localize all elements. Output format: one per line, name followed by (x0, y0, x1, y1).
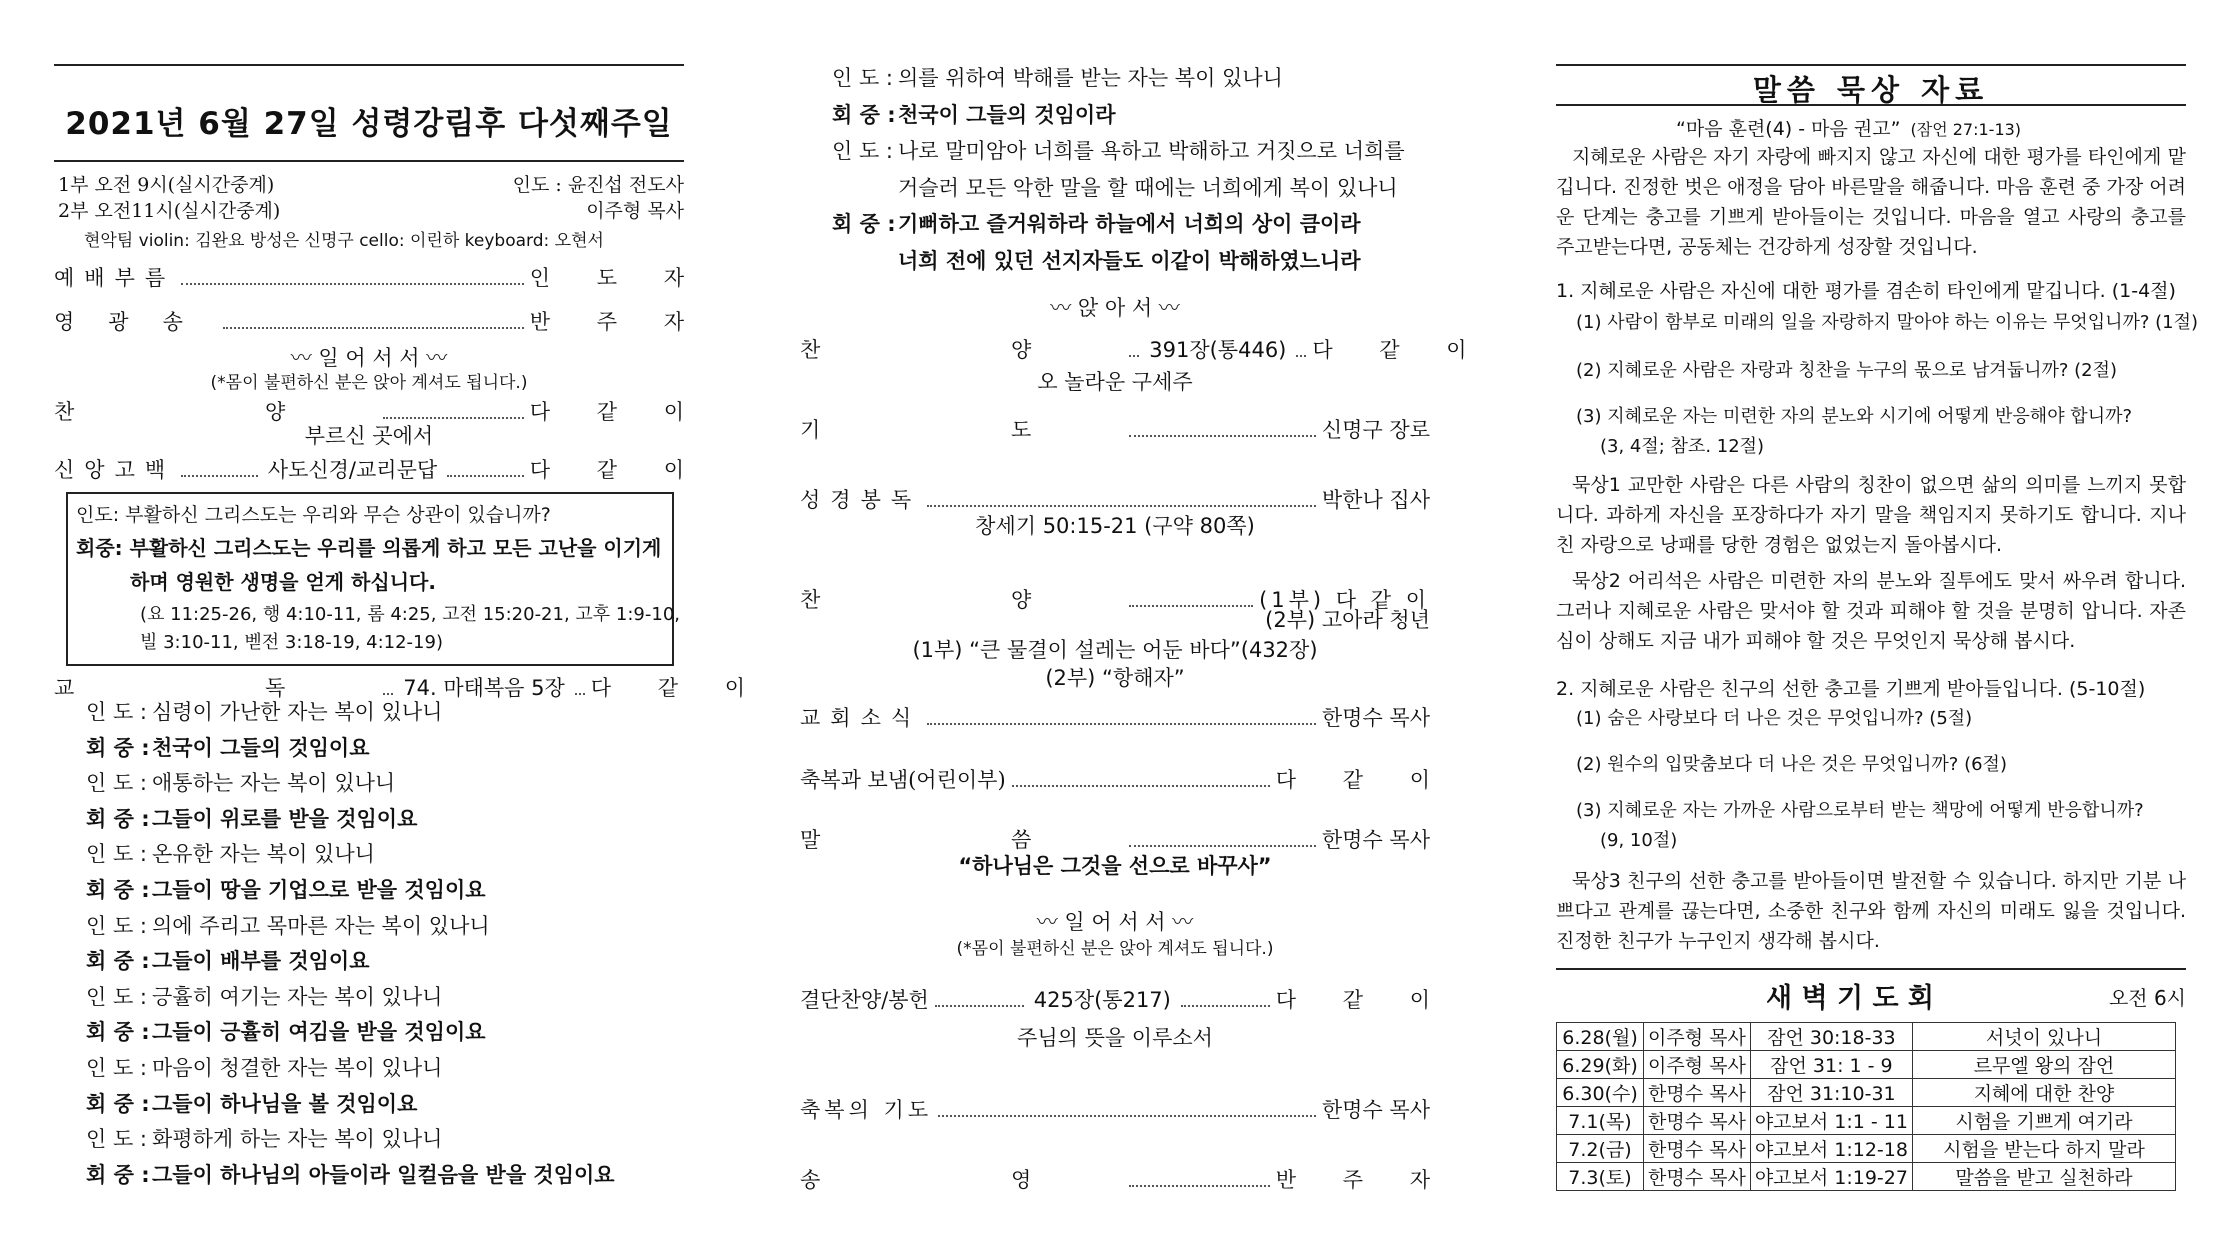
anthem-title-2: (2부) “항해자” (1045, 666, 1185, 690)
creed-ref-2: 빌 3:10-11, 벧전 3:18-19, 4:12-19) (140, 632, 443, 653)
leader-dots (1129, 605, 1253, 607)
order-children-blessing (800, 760, 1450, 794)
schedule-date: 7.1(목) (1557, 1107, 1644, 1135)
speaker-label: 인 도 : (86, 1056, 147, 1080)
responsive-line (86, 1052, 442, 1082)
responsive-line (86, 945, 369, 975)
dawn-prayer-title: 새 벽 기 도 회 (1766, 983, 1935, 1014)
order-benediction (800, 1090, 1430, 1124)
order-hymn-2 (800, 330, 1487, 364)
meditation-title: 말씀 묵상 자료 (1752, 73, 1990, 107)
leader-dots (1129, 845, 1316, 847)
order-label: 영광송 (54, 310, 217, 334)
response-text: 천국이 그들의 것임이라 (898, 102, 1116, 127)
responsive-line (86, 803, 417, 833)
meditation-top-rule (1556, 64, 2186, 66)
leader-dots (1012, 785, 1270, 787)
order-label: 교 독 (54, 676, 378, 700)
schedule-row (1557, 1023, 2176, 1051)
order-right: 다 같 이 (1275, 988, 1451, 1012)
scripture-ref: 창세기 50:15-21 (구약 80쪽) (975, 514, 1255, 538)
order-offering (800, 980, 1451, 1014)
response-text: 의를 위하여 박해를 받는 자는 복이 있나니 (898, 66, 1283, 90)
order-label: 축복과 보냄(어린이부) (800, 768, 1006, 792)
order-label: 말 씀 (800, 828, 1124, 852)
response-text: 그들이 하나님의 아들이라 일컬음을 받을 것임이요 (152, 1162, 615, 1187)
schedule-row (1557, 1135, 2176, 1163)
schedule-preacher: 한명수 목사 (1644, 1163, 1751, 1191)
order-right: 신명구 장로 (1321, 418, 1430, 442)
question-2-2: (2) 원수의 입맞춤보다 더 나은 것은 무엇입니까? (6절) (1576, 754, 2007, 775)
creed-ref-1: (요 11:25-26, 행 4:10-11, 롬 4:25, 고전 15:20-21, 고후 1:9-10, (140, 604, 680, 625)
order-right: 반 주 자 (529, 310, 704, 334)
leader-dots (1129, 355, 1139, 357)
schedule-row (1557, 1107, 2176, 1135)
musicians: 현악팀 violin: 김완요 방성은 신명구 cello: 이린하 keyboard: 오현서 (84, 231, 604, 251)
responsive-line (86, 696, 442, 726)
response-text: 거슬러 모든 악한 말을 할 때에는 너희에게 복이 있나니 (898, 175, 1398, 200)
responsive-line (86, 767, 395, 797)
stand-sub-2: (*몸이 불편하신 분은 앉아 계셔도 됩니다.) (956, 939, 1274, 959)
schedule-passage: 야고보서 1:1 - 11 (1750, 1107, 1912, 1135)
schedule-date: 7.3(토) (1557, 1163, 1644, 1191)
order-label: 신앙고백 (54, 458, 176, 482)
order-scripture (800, 480, 1430, 514)
order-right: 인 도 자 (529, 266, 704, 290)
top-rule (54, 64, 684, 66)
order-announcements (800, 698, 1430, 732)
speaker-label: 인 도 : (86, 771, 147, 796)
order-right: 다 같 이 (529, 400, 704, 424)
speaker-label: 인 도 : (86, 984, 147, 1009)
schedule-date: 6.29(화) (1557, 1051, 1644, 1079)
responsive-line (832, 245, 1361, 275)
question-1-2: (2) 지혜로운 사람은 자랑과 칭찬을 누구의 몫으로 남겨둡니까? (2절) (1576, 360, 2118, 381)
speaker-label: 회 중 : (832, 102, 896, 127)
leader-dots (938, 1115, 1316, 1117)
meditation-title-rule (1556, 104, 2186, 106)
page-title: 2021년 6월 27일 성령강림후 다섯째주일 (65, 106, 673, 142)
responsive-line (832, 62, 1283, 92)
service-1: 1부 오전 9시(실시간중계) (58, 174, 275, 196)
responsive-line (86, 981, 442, 1011)
response-text: 의에 주리고 목마른 자는 복이 있나니 (152, 913, 490, 938)
leader-dots (223, 327, 524, 329)
order-postlude (800, 1160, 1450, 1194)
order-label: 찬 양 (800, 588, 1124, 612)
stand-sub: (*몸이 불편하신 분은 앉아 계셔도 됩니다.) (210, 373, 528, 393)
order-label: 결단찬양/봉헌 (800, 988, 929, 1012)
leader-dots (447, 475, 524, 477)
order-mid: 425장(통217) (1033, 988, 1171, 1012)
order-mid: 391장(통446) (1149, 338, 1287, 362)
meditation-note-3: 묵상3 친구의 선한 충고를 받아들이면 발전할 수 있습니다. 하지만 기분 나쁘다고 관계를 끊는다면, 소중한 친구와 함께 자신의 미래도 잃을 것입니다. 진정한 친구가 누구인지 생각해 봅시다. (1556, 870, 2186, 952)
leader-dots (1181, 1005, 1270, 1007)
service-1-leader: 인도 : 윤진섭 전도사 (512, 174, 684, 196)
response-text: 그들이 배부를 것임이요 (152, 949, 370, 974)
meditation-note-2: 묵상2 어리석은 사람은 미련한 자의 분노와 질투에도 맞서 싸우려 합니다. 그러나 지혜로운 사람은 맞서야 할 것과 피해야 할 것을 분명히 압니다. 자존심이 상해도 지금 내가 피해야 할 것은 무엇인지 묵상해 봅시다. (1556, 570, 2186, 652)
response-text: 기뻐하고 즐거워하라 하늘에서 너희의 상이 큼이라 (898, 212, 1361, 236)
creed-answer-1: 회중: 부활하신 그리스도는 우리를 의롭게 하고 모든 고난을 이기게 (76, 536, 662, 560)
responsive-line (86, 910, 490, 940)
speaker-label: 회 중 : (86, 949, 150, 974)
responsive-line (86, 1088, 417, 1118)
leader-dots (181, 475, 258, 477)
responsive-line (832, 99, 1115, 129)
responsive-line (832, 208, 1361, 238)
order-right: 한명수 목사 (1321, 1098, 1430, 1122)
question-2-3: (3) 지혜로운 자는 가까운 사람으로부터 받는 책망에 어떻게 반응합니까? (1576, 800, 2144, 821)
schedule-theme: 말씀을 받고 실천하라 (1912, 1163, 2175, 1191)
hymn-title: 부르신 곳에서 (304, 424, 434, 448)
responsive-line (86, 732, 369, 762)
schedule-preacher: 한명수 목사 (1644, 1079, 1751, 1107)
schedule-passage: 야고보서 1:19-27 (1750, 1163, 1912, 1191)
meditation-subtitle (1676, 114, 2021, 141)
creed-question: 인도: 부활하신 그리스도는 우리와 무슨 상관이 있습니까? (76, 504, 551, 526)
anthem-leader-2: (2부) 고아라 청년 (1265, 608, 1430, 632)
schedule-date: 6.28(월) (1557, 1023, 1644, 1051)
order-label: 찬 양 (800, 338, 1124, 362)
order-right: (1부) 다 같 이 (1259, 588, 1430, 612)
order-right: 다 같 이 (529, 458, 704, 482)
speaker-label: 회 중 : (86, 1091, 150, 1116)
speaker-label: 인 도 : (86, 700, 147, 724)
leader-dots (383, 693, 393, 695)
creed-answer-2: 하며 영원한 생명을 얻게 하십니다. (130, 570, 436, 594)
question-1-1: (1) 사람이 함부로 미래의 일을 자랑하지 말아야 하는 이유는 무엇입니까? (1절) (1576, 312, 2199, 333)
hymn-2-title: 오 놀라운 구세주 (1037, 370, 1193, 394)
response-text: 천국이 그들의 것임이요 (152, 735, 370, 760)
schedule-preacher: 한명수 목사 (1644, 1107, 1751, 1135)
leader-dots (1296, 355, 1306, 357)
order-call-to-worship (54, 258, 704, 292)
leader-dots (935, 1005, 1024, 1007)
schedule-date: 7.2(금) (1557, 1135, 1644, 1163)
anthem-title-1: (1부) “큰 물결이 설레는 어둔 바다”(432장) (912, 638, 1318, 662)
order-label: 예배부름 (54, 266, 176, 290)
schedule-passage: 잠언 31: 1 - 9 (1750, 1051, 1912, 1079)
response-text: 그들이 하나님을 볼 것임이요 (152, 1091, 418, 1116)
order-mid: 사도신경/교리문답 (267, 458, 438, 482)
schedule-theme: 르무엘 왕의 잠언 (1912, 1051, 2175, 1079)
leader-dots (575, 693, 585, 695)
response-text: 긍휼히 여기는 자는 복이 있나니 (152, 984, 443, 1009)
schedule-theme: 지혜에 대한 찬양 (1912, 1079, 2175, 1107)
responsive-line (86, 838, 375, 868)
response-text: 화평하게 하는 자는 복이 있나니 (152, 1127, 443, 1152)
order-right: 반 주 자 (1275, 1168, 1450, 1192)
leader-dots (1129, 435, 1316, 437)
schedule-theme: 서넛이 있나니 (1912, 1023, 2175, 1051)
speaker-label: 회 중 : (86, 806, 150, 831)
dawn-prayer-schedule (1556, 1022, 2176, 1191)
response-text: 나로 말미암아 너희를 욕하고 박해하고 거짓으로 너희를 (898, 139, 1405, 163)
response-text: 애통하는 자는 복이 있나니 (152, 771, 396, 796)
response-text: 마음이 청결한 자는 복이 있나니 (152, 1056, 443, 1080)
speaker-label: 회 중 : (86, 878, 150, 902)
order-right: 다 같 이 (1275, 768, 1450, 792)
title-rule (54, 160, 684, 162)
dawn-prayer-time: 오전 6시 (2108, 986, 2186, 1010)
response-text: 너희 전에 있던 선지자들도 이같이 박해하였느니라 (898, 248, 1361, 273)
sermon-title: “하나님은 그것을 선으로 바꾸사” (958, 854, 1272, 878)
order-right: 다 같 이 (590, 676, 766, 700)
order-label: 기 도 (800, 418, 1124, 442)
responsive-line (86, 1159, 615, 1189)
speaker-label: 인 도 : (832, 139, 893, 163)
response-text: 그들이 위로를 받을 것임이요 (152, 806, 418, 831)
responsive-line (86, 1123, 442, 1153)
response-text: 그들이 긍휼히 여김을 받을 것임이요 (152, 1020, 486, 1045)
speaker-label: 회 중 : (86, 1162, 150, 1187)
schedule-preacher: 이주형 목사 (1644, 1051, 1751, 1079)
leader-dots (181, 283, 524, 285)
order-right: 한명수 목사 (1321, 706, 1430, 730)
order-right: 다 같 이 (1312, 338, 1487, 362)
meditation-subtitle-text: “마음 훈련(4) - 마음 권고” (1676, 118, 1901, 140)
speaker-label: 인 도 : (86, 842, 147, 867)
leader-dots (927, 505, 1316, 507)
stand-note: 〰 일 어 서 서 〰 (290, 346, 448, 370)
schedule-preacher: 이주형 목사 (1644, 1023, 1751, 1051)
schedule-preacher: 한명수 목사 (1644, 1135, 1751, 1163)
order-gloria (54, 302, 704, 336)
speaker-label: 인 도 : (86, 913, 147, 938)
question-1-3: (3) 지혜로운 자는 미련한 자의 분노와 시기에 어떻게 반응해야 합니까? (1576, 406, 2133, 427)
responsive-line (832, 172, 1398, 202)
speaker-label: 인 도 : (86, 1127, 147, 1152)
order-prayer (800, 410, 1430, 444)
meditation-note-1: 묵상1 교만한 사람은 다른 사람의 칭찬이 없으면 삶의 의미를 느끼지 못합니다. 과하게 자신을 포장하다가 자기 말을 책임지지 못하기도 합니다. 지나친 자랑으로 낭패를 당한 경험은 없었는지 돌아봅시다. (1556, 474, 2186, 556)
speaker-label: 회 중 : (86, 735, 150, 760)
leader-dots (383, 417, 524, 419)
order-right: 한명수 목사 (1321, 828, 1430, 852)
question-2-1: (1) 숨은 사랑보다 더 나은 것은 무엇입니까? (5절) (1576, 708, 1973, 729)
meditation-intro: 지혜로운 사람은 자기 자랑에 빠지지 않고 자신에 대한 평가를 타인에게 맡깁니다. 진정한 벗은 애정을 담아 바른말을 해줍니다. 마음 훈련 중 가장 어려운 단계는 충고를 기쁘게 받아들이는 것입니다. 마음을 열고 사랑의 충고를 주고받는다면, 공동체는 건강하게 성장할 것입니다. (1556, 146, 2186, 258)
order-right: 박한나 집사 (1321, 488, 1430, 512)
section-2-heading: 2. 지혜로운 사람은 친구의 선한 충고를 기쁘게 받아들입니다. (5-10절) (1556, 678, 2146, 700)
response-text: 그들이 땅을 기업으로 받을 것임이요 (152, 878, 486, 902)
meditation-subtitle-ref: (잠언 27:1-13) (1910, 120, 2022, 139)
offering-hymn-title: 주님의 뜻을 이루소서 (1017, 1026, 1213, 1050)
order-label: 송 영 (800, 1168, 1124, 1192)
order-creed (54, 450, 704, 484)
schedule-passage: 잠언 31:10-31 (1750, 1079, 1912, 1107)
speaker-label: 회 중 : (86, 1020, 150, 1045)
schedule-date: 6.30(수) (1557, 1079, 1644, 1107)
creed-box (66, 492, 680, 666)
schedule-theme: 시험을 받는다 하지 말라 (1912, 1135, 2175, 1163)
responsive-line (86, 1016, 486, 1046)
responsive-line (832, 135, 1405, 165)
speaker-label: 회 중 : (832, 212, 896, 236)
response-text: 심령이 가난한 자는 복이 있나니 (152, 700, 443, 724)
speaker-label: 인 도 : (832, 66, 893, 90)
response-text: 온유한 자는 복이 있나니 (152, 842, 375, 867)
order-sermon (800, 820, 1430, 854)
schedule-row (1557, 1051, 2176, 1079)
schedule-row (1557, 1163, 2176, 1191)
schedule-row (1557, 1079, 2176, 1107)
sit-note: 〰 앉 아 서 〰 (1050, 296, 1180, 320)
order-label: 찬 양 (54, 400, 378, 424)
order-label: 축복의 기도 (800, 1098, 933, 1122)
question-1-3-ref: (3, 4절; 참조. 12절) (1600, 436, 1765, 457)
order-mid: 74. 마태복음 5장 (403, 676, 565, 700)
schedule-theme: 시험을 기쁘게 여기라 (1912, 1107, 2175, 1135)
schedule-passage: 야고보서 1:12-18 (1750, 1135, 1912, 1163)
service-2: 2부 오전11시(실시간중계) (58, 200, 281, 222)
dawn-prayer-rule (1556, 968, 2186, 970)
leader-dots (1129, 1185, 1270, 1187)
order-label: 성경봉독 (800, 488, 922, 512)
service-2-leader: 이주형 목사 (586, 200, 684, 222)
responsive-line (86, 874, 486, 904)
order-label: 교회소식 (800, 706, 922, 730)
section-1-heading: 1. 지혜로운 사람은 자신에 대한 평가를 겸손히 타인에게 맡깁니다. (1-4절) (1556, 280, 2176, 302)
leader-dots (927, 723, 1316, 725)
stand-note-2: 〰 일 어 서 서 〰 (1036, 910, 1194, 934)
question-2-3-ref: (9, 10절) (1600, 830, 1678, 851)
schedule-passage: 잠언 30:18-33 (1750, 1023, 1912, 1051)
